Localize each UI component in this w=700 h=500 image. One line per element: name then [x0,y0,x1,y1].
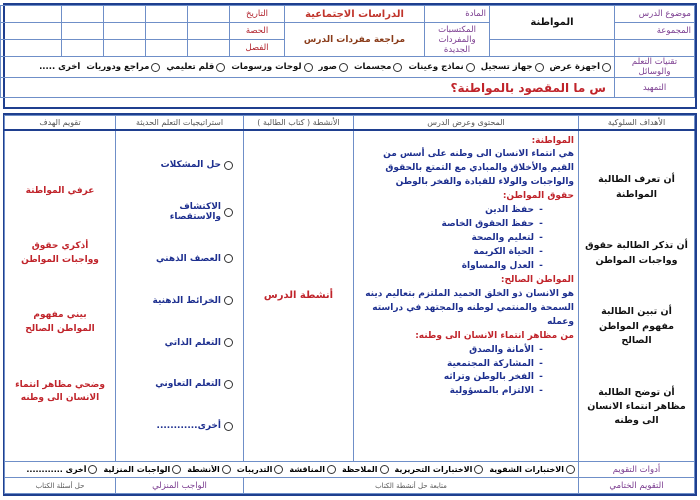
strategy-brainstorming[interactable]: العصف الذهني [126,254,233,264]
objective-item: أن تبين الطالبة مفهوم المواطن الصالح [598,306,675,346]
checkbox-circle-icon[interactable] [466,63,475,72]
eval-tool-discussion[interactable]: المناقشة [289,465,336,474]
final-eval-value[interactable]: متابعة حل أنشطة الكتاب [244,478,579,494]
topic-value[interactable]: المواطنة [490,6,615,40]
homework-label: الواجب المنزلي [116,478,244,494]
list-item: - لتعليم والصحة [471,233,548,243]
activities-text: أنشطة الدرس [263,290,334,302]
period-cell-4[interactable] [62,23,104,40]
eval-tool-activities[interactable]: الأنشطة [187,465,231,474]
checkbox-circle-icon[interactable] [88,465,97,474]
knowledge-label: المكتسبات والمفردات الجديدة [425,23,490,57]
eval-tool-homework[interactable]: الواجبات المنزلية [103,465,181,474]
list-item: - المشاركة المجتمعية [447,359,548,369]
list-item: - الالتزام بالمسؤولية [450,386,548,396]
eval-tool-written[interactable]: الاختبارات التحريرية [395,465,484,474]
period-cell-5[interactable] [1,23,62,40]
column-header-content: المحتوى وعرض الدرس [354,116,579,130]
date-cell-1[interactable] [188,6,230,23]
tool-pen[interactable]: قلم تعليمي [166,62,225,72]
strategy-problem-solving[interactable]: حل المشكلات [126,160,233,170]
date-label: التاريخ [230,6,285,23]
aspects-list [358,344,574,400]
radio-circle-icon[interactable] [224,338,233,347]
class-cell-3[interactable] [104,40,146,57]
strategy-self-learning[interactable]: التعلم الذاتي [126,338,233,348]
checkbox-circle-icon[interactable] [327,465,336,474]
checkbox-circle-icon[interactable] [151,63,160,72]
checkbox-circle-icon[interactable] [474,465,483,474]
tools-row [1,57,615,78]
list-item: - حفظ الحقوق الخاصة [442,219,548,229]
class-cell-5[interactable] [1,40,62,57]
objectives-cell [579,130,695,462]
tool-models[interactable]: نماذج وعينات [408,62,474,72]
evaluation-item: عرفي المواطنة [25,186,95,197]
evaluation-cell [5,130,116,462]
eval-tools-label: أدوات التقويم [579,462,695,478]
list-item: - الحياة الكريمة [473,247,548,257]
checkbox-circle-icon[interactable] [535,63,544,72]
list-item: - الأمانة والصدق [469,345,548,355]
lesson-header-table [0,5,695,98]
date-cell-5[interactable] [1,6,62,23]
content-cell [354,130,579,462]
tool-other[interactable]: أخرى ..... [39,62,81,72]
class-cell-2[interactable] [146,40,188,57]
radio-circle-icon[interactable] [224,296,233,305]
tool-boards[interactable]: لوحات ورسومات [231,62,312,72]
content-heading-rights: حقوق المواطن: [502,191,574,202]
eval-tool-observation[interactable]: الملاحظة [342,465,389,474]
strategy-other[interactable]: أخرى............ [126,421,233,431]
group-label: المجموعة [615,23,695,40]
class-cell-1[interactable] [188,40,230,57]
eval-tool-other[interactable]: أخرى ............ [26,465,97,474]
rights-list [358,204,574,274]
topic-label: موضوع الدرس [615,6,695,23]
radio-circle-icon[interactable] [224,380,233,389]
date-cell-4[interactable] [62,6,104,23]
date-cell-2[interactable] [146,6,188,23]
checkbox-circle-icon[interactable] [393,63,402,72]
lesson-header-frame [3,3,697,109]
objective-item: أن تعرف الطالبة المواطنة [598,174,675,200]
activities-cell [244,130,354,462]
tool-recorder[interactable]: جهاز تسجيل [481,62,544,72]
eval-tools-row [5,462,579,478]
evaluation-item: بيني مفهوم المواطن الصالح [25,310,95,335]
column-header-evaluation: تقويم الهدف [5,116,116,130]
checkbox-circle-icon[interactable] [602,63,611,72]
checkbox-circle-icon[interactable] [216,63,225,72]
content-heading-good-citizen: المواطن الصالح: [500,274,574,285]
column-header-objectives: الأهداف السلوكية [579,116,695,130]
column-header-activities: الأنشطة ( كتاب الطالبة ) [244,116,354,130]
tools-label: تقنيات التعلم والوسائل [615,57,695,78]
intro-question[interactable]: س ما المقصود بالمواطنة؟ [1,78,615,98]
strategy-cooperative[interactable]: التعلم التعاوني [126,379,233,389]
strategies-cell [116,130,244,462]
checkbox-circle-icon[interactable] [566,465,575,474]
list-item: - الفخر بالوطن وتراثه [444,372,548,382]
radio-circle-icon[interactable] [224,422,233,431]
checkbox-circle-icon[interactable] [172,465,181,474]
evaluation-item: وضحي مظاهر انتماء الانسان الى وطنه [15,379,105,404]
period-cell-2[interactable] [146,23,188,40]
tool-projector[interactable]: أجهزة عرض [550,62,611,72]
period-cell-3[interactable] [104,23,146,40]
content-heading-citizenship: المواطنة: [531,135,574,146]
checkbox-circle-icon[interactable] [380,465,389,474]
homework-value[interactable]: حل أسئلة الكتاب [5,478,116,494]
tool-images[interactable]: صور [319,62,348,72]
topic-extra-cell[interactable] [490,40,615,57]
checkbox-circle-icon[interactable] [304,63,313,72]
tool-figures[interactable]: مجسمات [354,62,402,72]
objective-item: أن تذكر الطالبة حقوق وواجبات المواطن [585,240,688,266]
class-cell-4[interactable] [62,40,104,57]
checkbox-circle-icon[interactable] [274,465,283,474]
period-cell-1[interactable] [188,23,230,40]
eval-tool-exercises[interactable]: التدريبات [237,465,284,474]
checkbox-circle-icon[interactable] [339,63,348,72]
objective-item: أن توضح الطالبة مظاهر انتماء الانسان الى وطنه [587,386,686,426]
knowledge-value[interactable]: مراجعة مفردات الدرس [285,23,425,57]
radio-circle-icon[interactable] [224,254,233,263]
strategy-mind-maps[interactable]: الخرائط الذهنية [126,296,233,306]
column-header-strategies: استراتيجيات التعلم الحديثة [116,116,244,130]
date-cell-3[interactable] [104,6,146,23]
lesson-body-table [4,115,695,494]
content-heading-aspects: من مظاهر انتماء الانسان الى وطنه: [415,330,574,341]
period-label: الحصة [230,23,285,40]
group-cell[interactable] [615,40,695,57]
class-label: الفصل [230,40,285,57]
eval-tool-oral[interactable]: الاختبارات الشفوية [489,465,575,474]
checkbox-circle-icon[interactable] [222,465,231,474]
evaluation-item: أذكري حقوق وواجبات المواطن [21,241,99,266]
subject-value[interactable]: الدراسات الاجتماعية [285,6,425,23]
final-eval-label: التقويم الختامي [579,478,695,494]
list-item: - العدل والمساواة [462,261,548,271]
radio-circle-icon[interactable] [224,161,233,170]
content-good-citizen: هو الانسان ذو الخلق الحميد الملتزم بتعاليم دينه السمحة والمنتمي لوطنه والمجتهد في دراسته وعمله [365,288,574,327]
strategy-discovery[interactable]: الاكتشاف والاستقصاء [126,202,233,222]
subject-label: المادة [425,6,490,23]
content-definition: هي انتماء الانسان الى وطنه على أسس من القيم والأخلاق والمبادي مع التمتع بالحقوق والواجبات والولاء للقيادة والفخر بالوطن [383,149,574,188]
lesson-body-frame [3,113,697,496]
radio-circle-icon[interactable] [224,208,233,217]
intro-label: التمهيد [615,78,695,98]
list-item: - حفظ الدين [485,205,548,215]
tool-references[interactable]: مراجع ودوريات [86,62,160,72]
